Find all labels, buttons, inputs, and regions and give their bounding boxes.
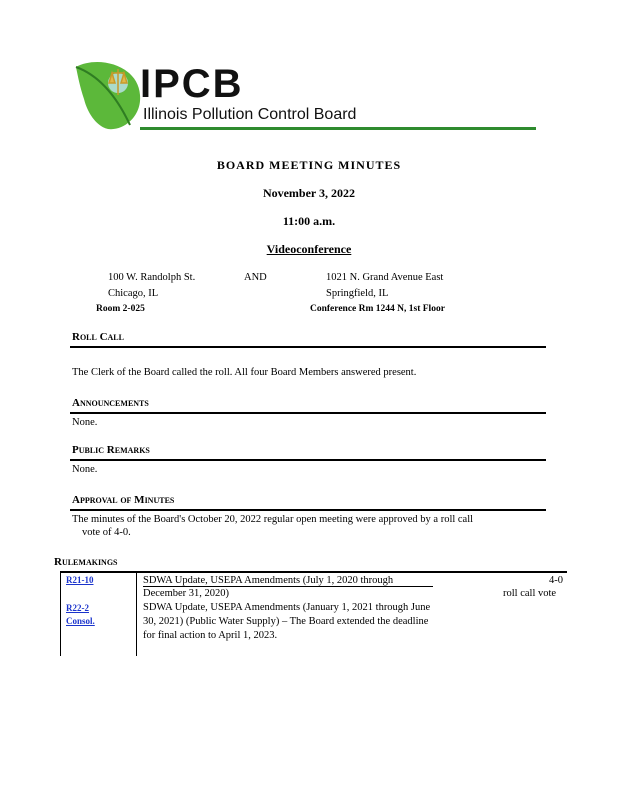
roll-call-text: The Clerk of the Board called the roll. All four Board Members answered present. [72,367,417,378]
public-remarks-text: None. [72,464,98,475]
location-right-address: 1021 N. Grand Avenue East [326,272,444,283]
docket-link[interactable]: R22-2 [66,603,89,613]
public-remarks-rule [70,459,546,461]
location-and: AND [244,272,267,283]
rulemaking-desc-line2: December 31, 2020) [143,588,230,599]
roll-call-heading: Roll Call [72,331,124,343]
vote-result: 4-0 [549,575,563,586]
meeting-time: 11:00 a.m. [282,214,336,228]
ipcb-logo-icon [68,55,150,133]
approval-heading: Approval of Minutes [72,494,175,506]
meeting-date: November 3, 2022 [262,186,356,200]
rulemaking-desc-line1: SDWA Update, USEPA Amendments (January 1, 2021 through June [143,602,431,613]
location-right-city: Springfield, IL [326,288,389,299]
header-rule [140,127,536,130]
approval-text-line2: vote of 4-0. [82,527,131,538]
approval-text-line1: The minutes of the Board's October 20, 2022 regular open meeting were approved by a roll call [72,514,474,525]
vote-type: roll call vote [503,588,557,599]
rulemakings-heading: Rulemakings [54,556,118,568]
location-left-city: Chicago, IL [108,288,159,299]
rulemaking-desc-line2: 30, 2021) (Public Water Supply) – The Board extended the deadline [143,616,429,627]
rulemaking-desc-line3: for final action to April 1, 2023. [143,630,278,641]
location-right-room: Conference Rm 1244 N, 1st Floor [310,304,445,314]
location-left-address: 100 W. Randolph St. [108,272,196,283]
roll-call-rule [70,346,546,348]
table-divider [136,572,137,656]
logo-name: Illinois Pollution Control Board [143,106,357,123]
logo-abbr: IPCB [140,62,244,106]
announcements-rule [70,412,546,414]
page-title: BOARD MEETING MINUTES [216,158,402,172]
meeting-venue: Videoconference [266,242,352,256]
announcements-heading: Announcements [72,397,149,409]
docket-consol-link[interactable]: Consol. [66,616,95,626]
approval-rule [70,509,546,511]
docket-link[interactable]: R21-10 [66,575,94,585]
rulemaking-desc-line1: SDWA Update, USEPA Amendments (July 1, 2020 through [143,575,394,586]
announcements-text: None. [72,417,98,428]
location-left-room: Room 2-025 [96,304,145,314]
table-border-left [60,572,61,656]
public-remarks-heading: Public Remarks [72,444,150,456]
